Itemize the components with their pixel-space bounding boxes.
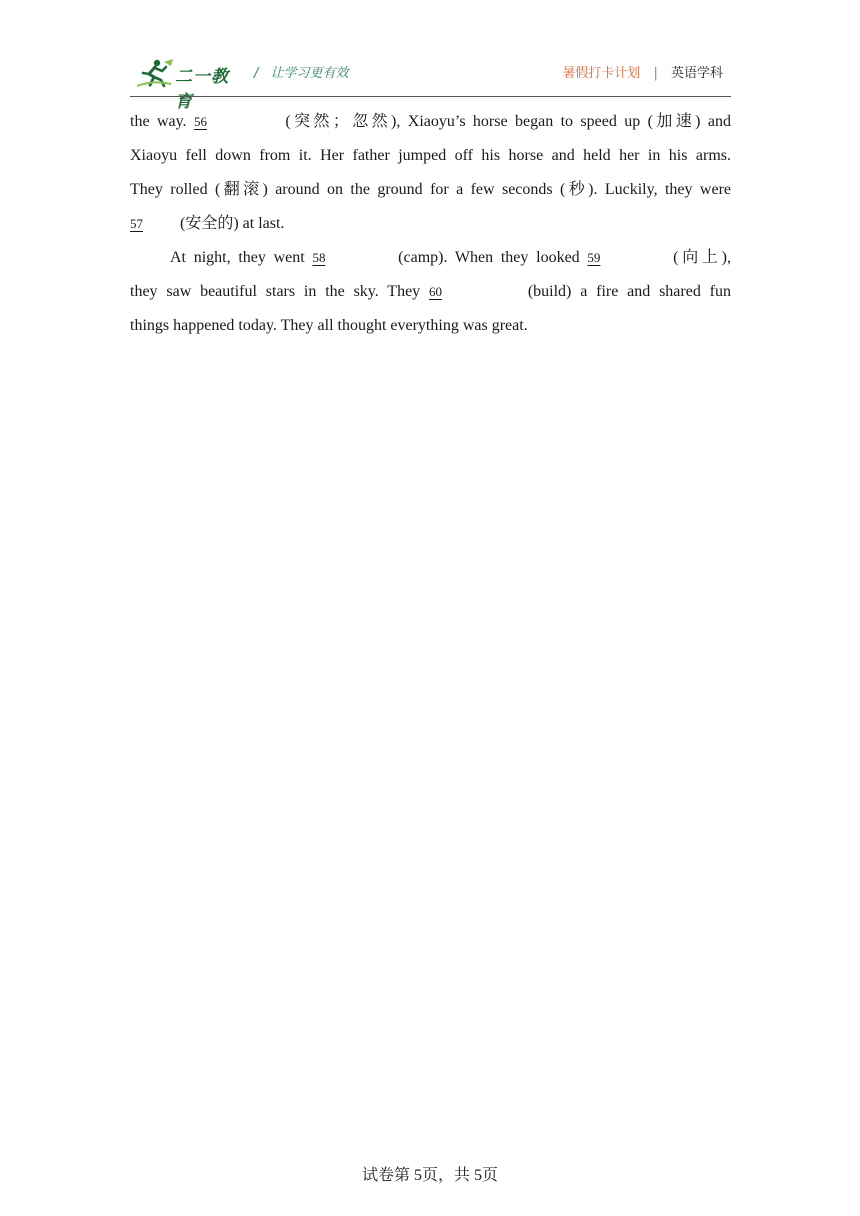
slogan (254, 62, 349, 81)
header-divider: | (653, 66, 658, 81)
passage-line (130, 241, 731, 275)
text-run: they saw beautiful stars in the sky. They (130, 283, 429, 300)
plan-label: 暑假打卡计划 (562, 66, 641, 81)
text-run: (突然；忽然), Xiaoyu’s horse began to speed up (加速) and (277, 113, 731, 130)
passage-line (130, 207, 731, 241)
blank-58[interactable]: 58 (312, 250, 326, 265)
passage (130, 105, 731, 343)
header-right (562, 62, 723, 81)
page-footer: 试卷第 5页，共 5页 (361, 1167, 498, 1184)
passage-line (130, 275, 731, 309)
logo (135, 56, 245, 112)
blank-57[interactable]: 57 (130, 216, 143, 231)
header-rule (130, 96, 731, 97)
page-header (130, 56, 731, 112)
passage-line: Xiaoyu fell down from it. Her father jumped off his horse and held her in his arms. (130, 147, 731, 164)
runner-logo-icon (135, 56, 175, 90)
text-run: the way. (130, 113, 194, 130)
passage-line (130, 105, 731, 139)
slogan-text: 让学习更有效 (270, 66, 349, 81)
slogan-separator: / (254, 66, 259, 81)
text-run: (向上), (665, 249, 731, 266)
text-run: (build) a fire and shared fun (519, 283, 731, 300)
text-run: (安全的) at last. (176, 215, 285, 232)
passage-line: They rolled (翻滚) around on the ground for a few seconds (秒). Luckily, they were (130, 181, 731, 198)
logo-text: 二一教育 (175, 67, 229, 112)
text-run: At night, they went (170, 249, 313, 266)
text-run: (camp). When they looked (390, 249, 588, 266)
passage-line: things happened today. They all thought everything was great. (130, 317, 528, 334)
blank-60[interactable]: 60 (429, 284, 442, 299)
blank-59[interactable]: 59 (587, 250, 601, 265)
subject-label: 英语学科 (670, 66, 723, 81)
blank-56[interactable]: 56 (193, 114, 207, 129)
